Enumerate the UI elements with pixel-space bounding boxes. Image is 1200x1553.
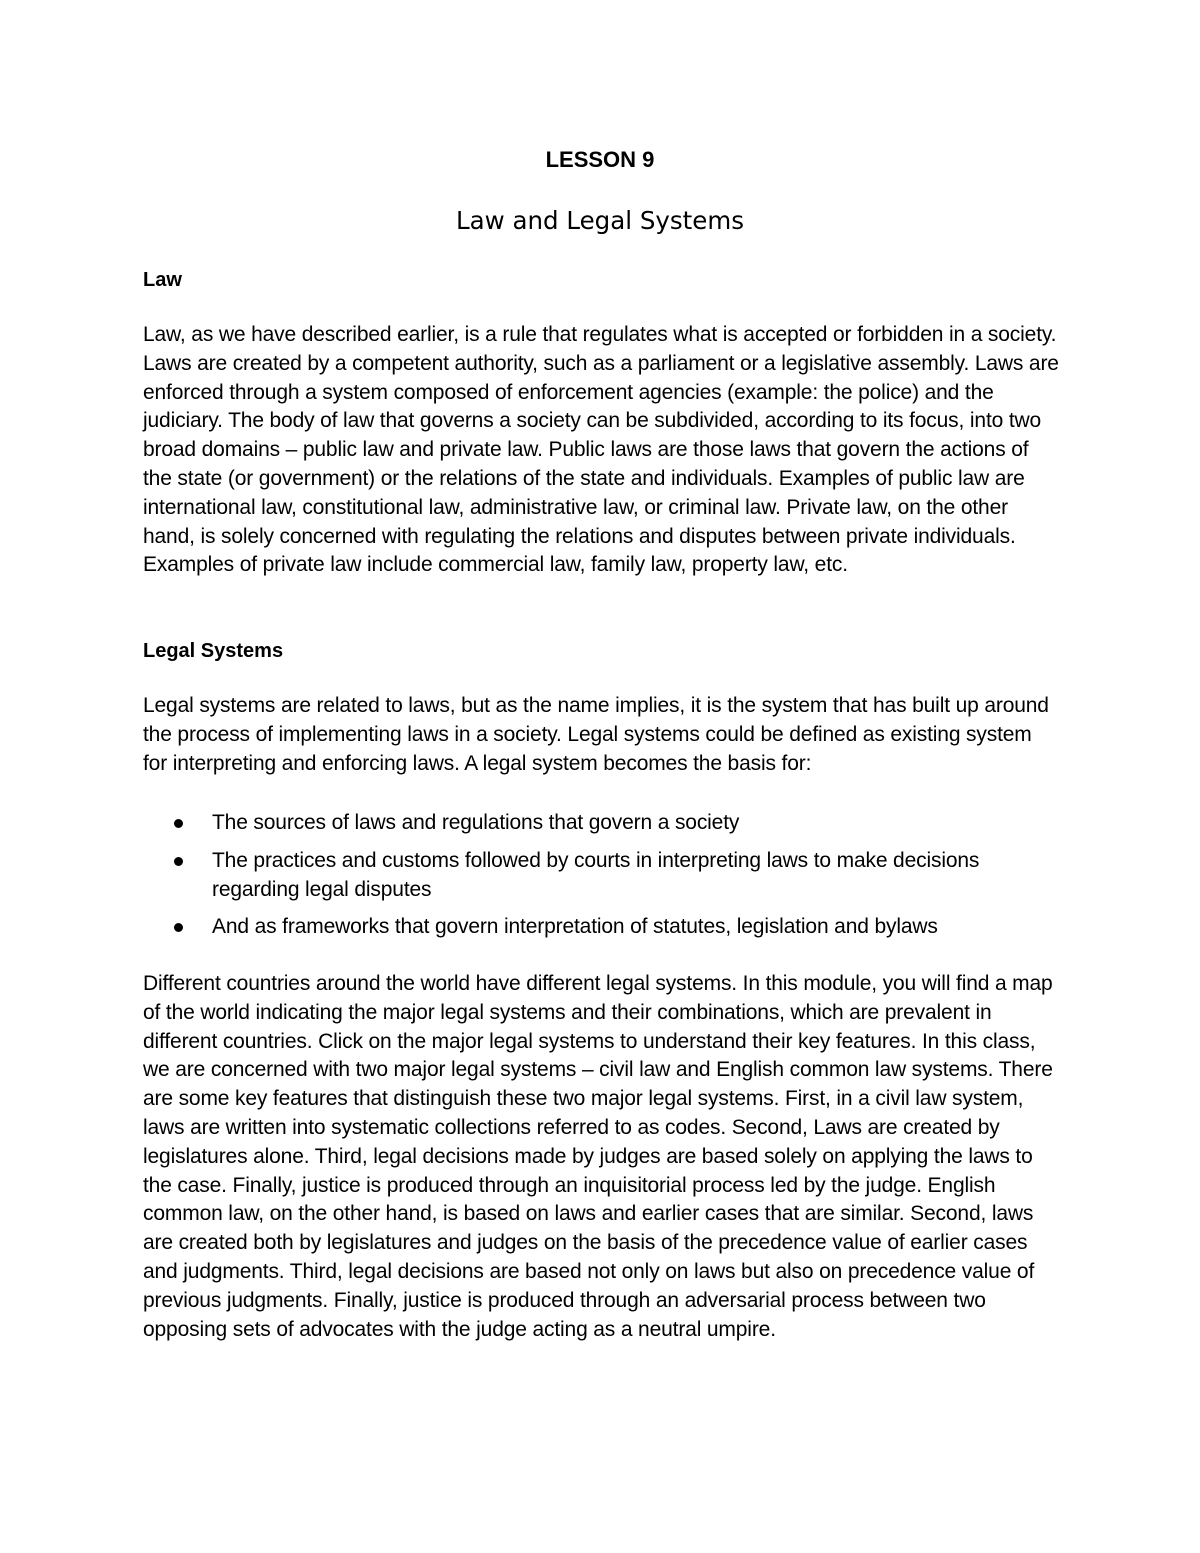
bullet-icon bbox=[174, 857, 183, 866]
list-item bbox=[143, 809, 1061, 838]
document-title: Law and Legal Systems bbox=[456, 206, 744, 235]
bullet-icon bbox=[174, 819, 183, 828]
list-item bbox=[143, 847, 1061, 905]
section-heading-law: Law bbox=[143, 269, 182, 291]
list-item-text: The practices and customs followed by courts in interpreting laws to make decisions regarding legal disputes bbox=[212, 848, 980, 901]
list-item-text: And as frameworks that govern interpretation of statutes, legislation and bylaws bbox=[212, 915, 938, 939]
section-heading-legal-systems: Legal Systems bbox=[143, 640, 284, 662]
bullet-icon bbox=[174, 923, 183, 932]
lesson-label: LESSON 9 bbox=[545, 147, 655, 172]
closing-paragraph: Different countries around the world have different legal systems. In this module, you will find a map of the world indicating the major legal systems and their combinations, which are prevalent in different countries. Click on the major legal systems to understand their key features. In this class, we are concerned with two major legal systems – civil law and English common law systems. There are some key features that distinguish these two major legal systems. First, in a civil law system, laws are written into systematic collections referred to as codes. Second, Laws are created by legislatures alone. Third, legal decisions made by judges are based solely on applying the laws to the case. Finally, justice is produced through an inquisitorial process led by the judge. English common law, on the other hand, is based on laws and earlier cases that are similar. Second, laws are created both by legislatures and judges on the basis of the precedence value of earlier cases and judgments. Third, legal decisions are based not only on laws but also on precedence value of previous judgments. Finally, justice is produced through an adversarial process between two opposing sets of advocates with the judge acting as a neutral umpire. bbox=[143, 972, 1053, 1341]
list-item-text: The sources of laws and regulations that govern a society bbox=[212, 811, 740, 834]
list-item bbox=[143, 913, 1061, 942]
legal-systems-paragraph: Legal systems are related to laws, but as the name implies, it is the system that has built up around the process of implementing laws in a society. Legal systems could be defined as existing system for interpreting and enforcing laws. A legal system becomes the basis for: bbox=[143, 694, 1049, 775]
law-paragraph: Law, as we have described earlier, is a rule that regulates what is accepted or forbidden in a society. Laws are created by a competent authority, such as a parliament or a legislative assembly. Laws are enforced through a system composed of enforcement agencies (example: the police) and the judiciary. The body of law that governs a society can be subdivided, according to its focus, into two broad domains – public law and private law. Public laws are those laws that govern the actions of the state (or government) or the relations of the state and individuals. Examples of public law are international law, constitutional law, administrative law, or criminal law. Private law, on the other hand, is solely concerned with regulating the relations and disputes between private individuals. Examples of private law include commercial law, family law, property law, etc. bbox=[143, 323, 1059, 577]
bullet-list bbox=[143, 809, 1061, 951]
